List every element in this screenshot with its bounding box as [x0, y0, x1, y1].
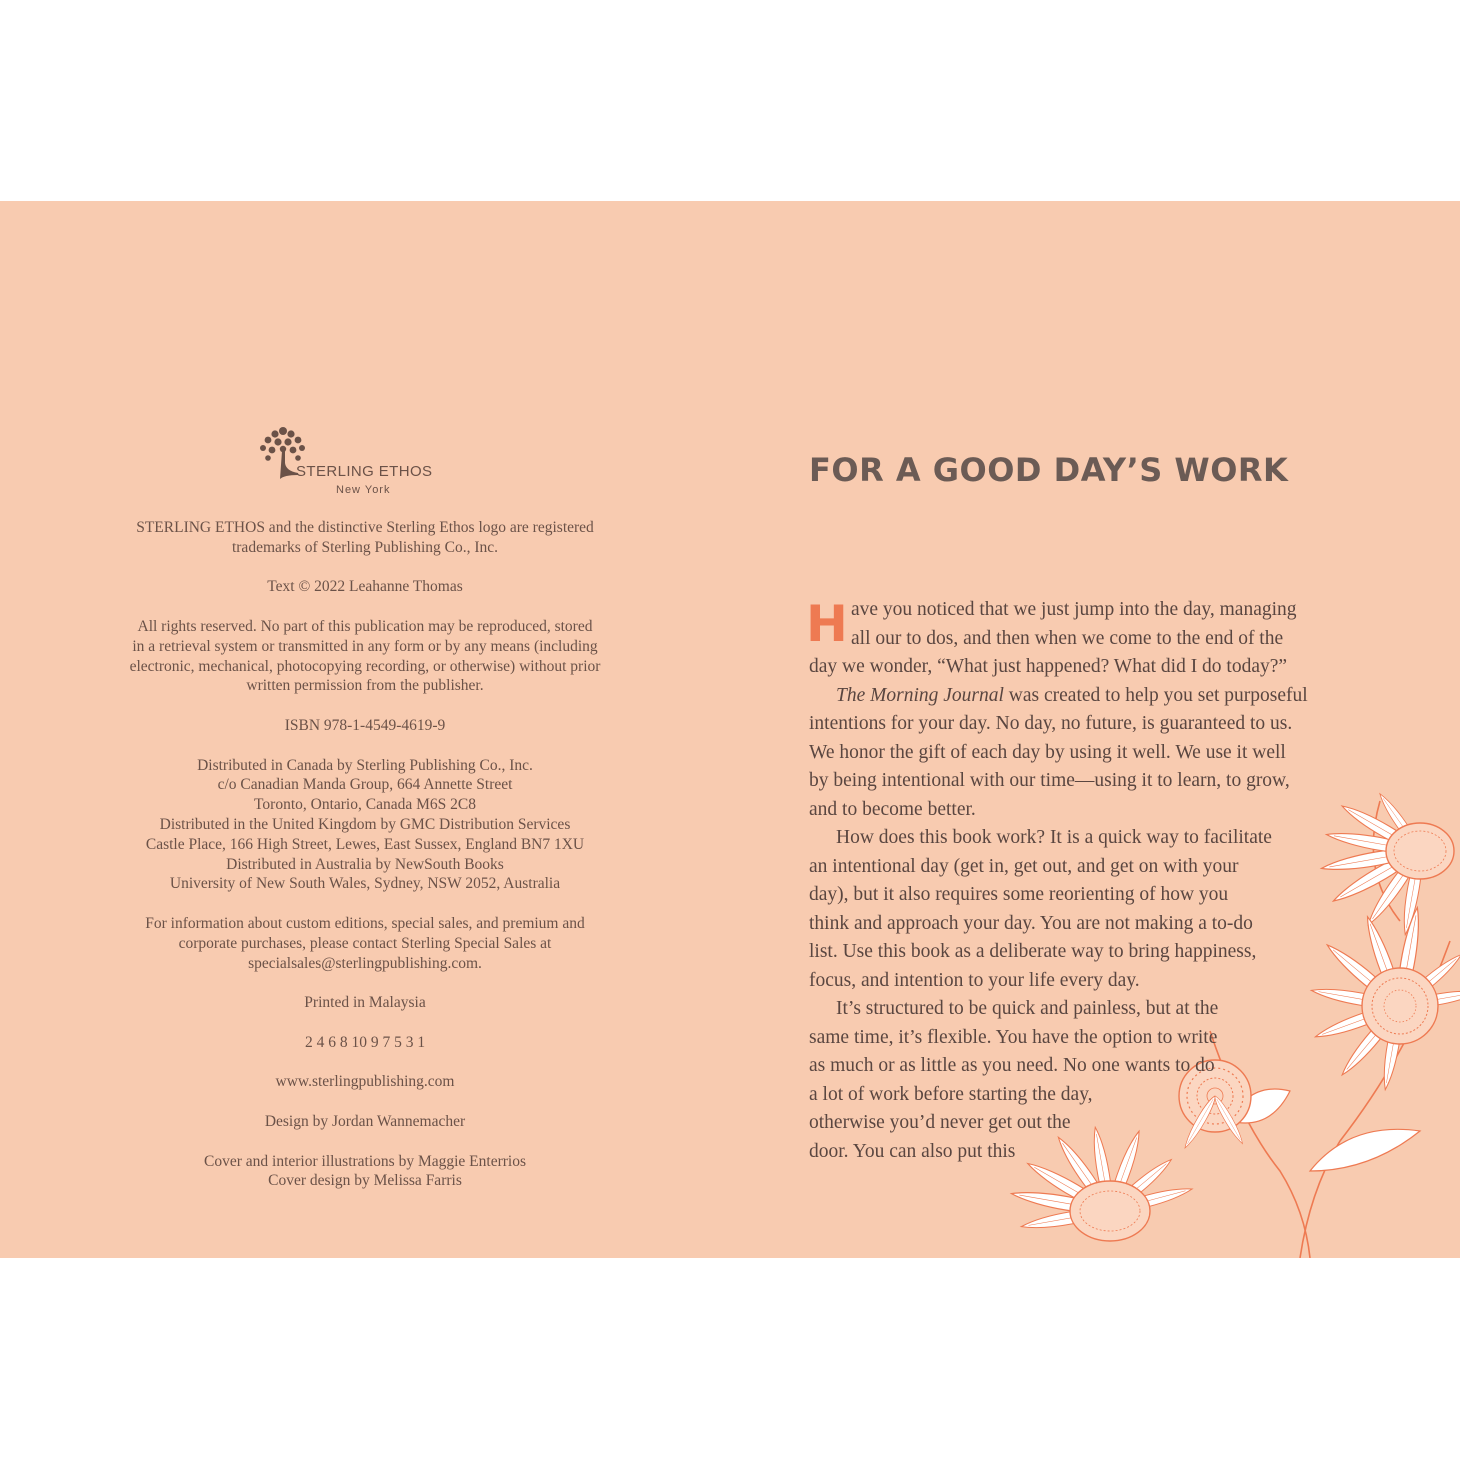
text-line: How does this book work? It is a quick way to facilitate — [836, 827, 1272, 848]
text-line: focus, and intention to your life every day. — [809, 969, 1140, 991]
colophon-paragraph — [70, 518, 660, 558]
colophon-paragraph — [70, 993, 660, 1013]
text-line: a lot of work before starting the day, — [809, 1083, 1093, 1105]
text-fragment: was created to help you set purposeful — [1003, 684, 1308, 706]
colophon-line: trademarks of Sterling Publishing Co., Inc. — [231, 538, 499, 556]
text-line: intentions for your day. No day, no future, is guaranteed to us. — [809, 713, 1293, 734]
text-line: ave you noticed that we just jump into the day, managing — [851, 599, 1297, 620]
colophon-paragraph — [70, 716, 660, 736]
text-line: as much or as little as you need. No one wants to do — [809, 1055, 1215, 1076]
colophon-paragraph — [70, 577, 660, 597]
text-line: and to become better. — [809, 798, 976, 820]
text-line: all our to dos, and then when we come to the end of the — [851, 627, 1284, 649]
text-line: think and approach your day. You are not making a to-do — [809, 912, 1253, 934]
text-line: door. You can also put this — [809, 1140, 1016, 1162]
colophon-line: All rights reserved. No part of this publication may be reproduced, stored — [137, 617, 593, 635]
text-line: day we wonder, “What just happened? What did I do today?” — [809, 656, 1288, 677]
colophon-line: 2 4 6 8 10 9 7 5 3 1 — [304, 1033, 426, 1051]
text-line — [809, 682, 1409, 711]
book-title: The Morning Journal — [836, 684, 1004, 706]
drop-cap: H — [806, 595, 848, 653]
colophon-paragraph — [70, 1072, 660, 1092]
text-line: an intentional day (get in, get out, and get on with your — [809, 855, 1239, 877]
colophon-line: Distributed in Canada by Sterling Publishing Co., Inc. — [197, 756, 533, 774]
colophon-paragraph — [70, 1152, 660, 1192]
colophon-line: For information about custom editions, special sales, and premium and — [145, 914, 585, 932]
colophon-line: Cover design by Melissa Farris — [268, 1172, 462, 1190]
text-line: list. Use this book as a deliberate way to bring happiness, — [809, 941, 1257, 962]
colophon-line: corporate purchases, please contact Sterling Special Sales at — [178, 934, 552, 952]
colophon-line: Cover and interior illustrations by Maggie Enterrios — [204, 1152, 526, 1170]
colophon-line: STERLING ETHOS and the distinctive Sterling Ethos logo are registered — [136, 519, 594, 536]
colophon-paragraph — [70, 617, 660, 696]
colophon-line: Castle Place, 166 High Street, Lewes, East Sussex, England BN7 1XU — [145, 835, 585, 853]
colophon-line: Text © 2022 Leahanne Thomas — [267, 578, 463, 596]
colophon-line: Design by Jordan Wannemacher — [264, 1112, 466, 1130]
colophon-line: Printed in Malaysia — [304, 994, 426, 1012]
colophon-line: www.sterlingpublishing.com — [275, 1073, 455, 1091]
copyright-block — [70, 518, 660, 1211]
page-heading: FOR A GOOD DAY’S WORK — [809, 451, 1289, 489]
book-spread — [0, 201, 1460, 1258]
text-line: We honor the gift of each day by using it well. We use it well — [809, 741, 1286, 763]
colophon-paragraph — [70, 1033, 660, 1053]
colophon-line: in a retrieval system or transmitted in any form or by any means (including — [132, 637, 598, 655]
publisher-logo — [258, 423, 448, 497]
logo-city: New York — [336, 484, 391, 496]
colophon-line: written permission from the publisher. — [246, 677, 484, 695]
colophon-paragraph — [70, 914, 660, 973]
colophon-line: specialsales@sterlingpublishing.com. — [248, 954, 482, 972]
colophon-line: Toronto, Ontario, Canada M6S 2C8 — [254, 796, 476, 814]
text-line: by being intentional with our time—using it to learn, to grow, — [809, 770, 1290, 791]
logo-wordmark: STERLING ETHOS — [296, 463, 433, 480]
colophon-line: ISBN 978-1-4549-4619-9 — [284, 716, 446, 734]
essay-body — [809, 596, 1409, 1166]
text-line: otherwise you’d never get out the — [809, 1112, 1071, 1133]
colophon-paragraph — [70, 756, 660, 895]
colophon-line: c/o Canadian Manda Group, 664 Annette Street — [217, 776, 513, 794]
colophon-paragraph — [70, 1112, 660, 1132]
text-line: day), but it also requires some reorienting of how you — [809, 884, 1229, 905]
text-line: It’s structured to be quick and painless, but at the — [836, 998, 1219, 1019]
colophon-line: Distributed in Australia by NewSouth Books — [226, 855, 504, 873]
colophon-line: Distributed in the United Kingdom by GMC Distribution Services — [159, 815, 571, 833]
colophon-line: electronic, mechanical, photocopying recording, or otherwise) without prior — [129, 657, 601, 675]
colophon-line: University of New South Wales, Sydney, NSW 2052, Australia — [169, 875, 561, 893]
text-line: same time, it’s flexible. You have the option to write — [809, 1026, 1218, 1048]
